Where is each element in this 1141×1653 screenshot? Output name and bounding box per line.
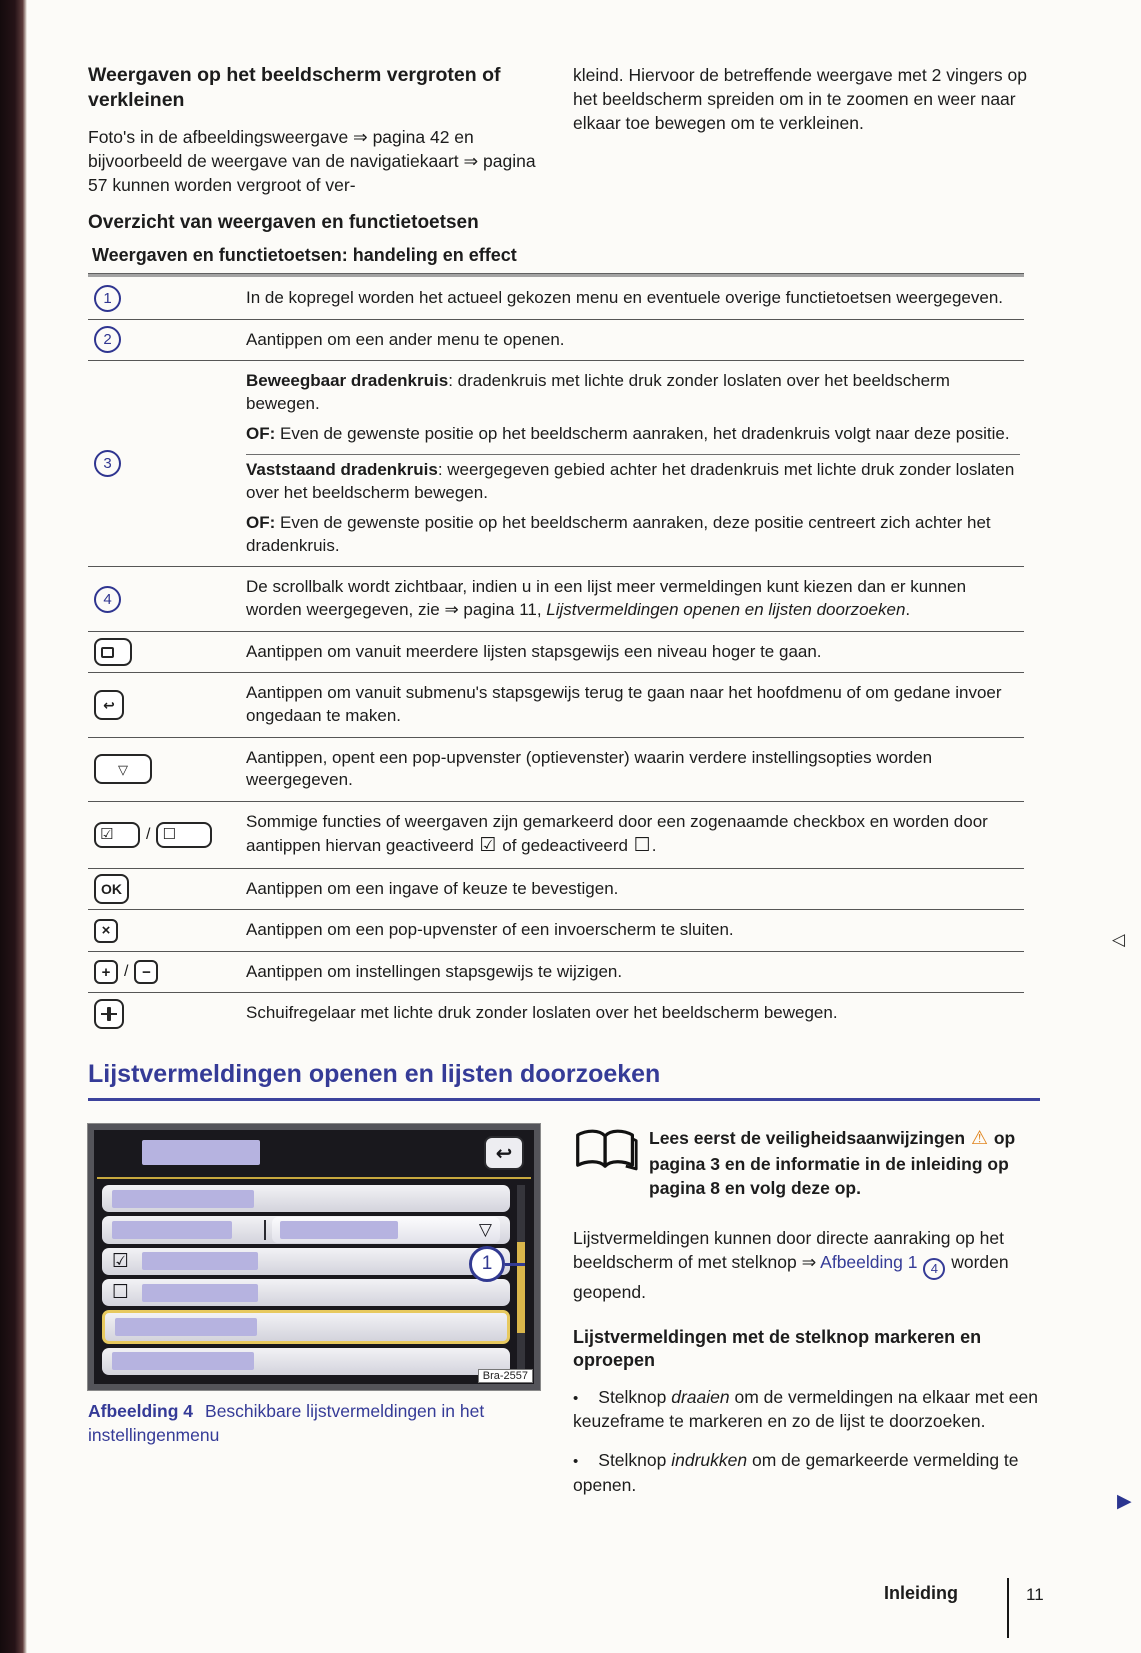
- table-row: [88, 802, 1024, 869]
- list-item: [102, 1248, 510, 1275]
- level-up-icon: [94, 638, 132, 666]
- callout-1: 1: [469, 1246, 525, 1282]
- safety-note: [573, 1126, 1041, 1201]
- overview-heading: Overzicht van weergaven en functietoetsen: [88, 212, 479, 233]
- callout-number-4: 4: [94, 586, 121, 613]
- table-row: [88, 361, 1024, 567]
- continuation-marker-right: ▶: [1117, 1491, 1132, 1512]
- dropdown-icon: ▽: [94, 754, 152, 784]
- screen-title-placeholder: [142, 1140, 260, 1165]
- page-title: Weergaven op het beeldscherm vergroten of verkleinen: [88, 64, 501, 112]
- figure-caption: [88, 1400, 570, 1447]
- text-placeholder: [112, 1221, 232, 1239]
- row-text: Sommige functies of weergaven zijn gemarkeerd door een zogenaamde checkbox en worden door aantippen hiervan geactiveerd ☑ of gedeactiveerd ☐.: [246, 811, 988, 857]
- row-text: Aantippen om instellingen stapsgewijs te wijzigen.: [246, 961, 623, 981]
- footer-divider: [1007, 1578, 1009, 1638]
- list-item: [102, 1185, 510, 1212]
- ok-key-icon: OK: [94, 874, 129, 904]
- checkbox-unchecked-icon: ☐: [112, 1282, 130, 1304]
- close-icon: ×: [94, 919, 118, 943]
- text-placeholder: [142, 1284, 258, 1302]
- intro-right-column: [573, 63, 1039, 135]
- row-text: OF: Even de gewenste positie op het beeldscherm aanraken, het dradenkruis volgt naar deze positie.: [246, 424, 1010, 444]
- slider-icon: [94, 999, 124, 1029]
- bullet-item: • Stelknop draaien om de vermeldingen na elkaar met een keuzeframe te markeren en zo de lijst te doorzoeken.: [573, 1386, 1038, 1432]
- row-sub-divider: [246, 454, 1020, 455]
- text-placeholder: [112, 1352, 254, 1370]
- list-item: [102, 1216, 510, 1243]
- table-row: [88, 567, 1024, 631]
- text-placeholder: [142, 1252, 258, 1270]
- table-row: [88, 278, 1024, 320]
- plus-icon: +: [94, 960, 118, 984]
- table-row: [88, 673, 1024, 737]
- list-item-selected: [102, 1310, 510, 1343]
- sub-heading: Lijstvermeldingen met de stelknop markeren en oproepen: [573, 1326, 982, 1371]
- checkbox-unchecked-icon: ☐: [156, 822, 212, 848]
- intro-left-text: Foto's in de afbeeldingsweergave ⇒ pagina 42 en bijvoorbeeld de weergave van de navigatiekaart ⇒ pagina 57 kunnen worden vergroot of ver-: [88, 126, 536, 195]
- row-text: In de kopregel worden het actueel gekozen menu en eventuele overige functietoetsen weergegeven.: [246, 288, 1004, 307]
- caption-text: Beschikbare lijstvermeldingen in het instellingenmenu: [88, 1401, 485, 1445]
- binding-edge: [0, 0, 27, 1653]
- page-number: 11: [1026, 1585, 1044, 1604]
- section-heading: Lijstvermeldingen openen en lijsten doorzoeken: [88, 1060, 1040, 1101]
- slash-separator: /: [146, 825, 151, 843]
- text-placeholder: [112, 1190, 254, 1208]
- row-text: OF: Even de gewenste positie op het beeldscherm aanraken, deze positie centreert zich achter het dradenkruis.: [246, 513, 991, 555]
- table-row: [88, 738, 1024, 802]
- table-row: [88, 869, 1024, 911]
- row-text: Aantippen om vanuit meerdere lijsten stapsgewijs een niveau hoger te gaan.: [246, 641, 822, 661]
- table-row: [88, 632, 1024, 674]
- header-divider-line: [97, 1177, 531, 1179]
- footer-section-label: Inleiding: [884, 1583, 958, 1603]
- checkbox-checked-icon: ☑: [94, 822, 140, 848]
- checkbox-checked-icon: ☑: [112, 1250, 130, 1272]
- back-icon: ↩: [94, 690, 124, 720]
- row-text: Aantippen om een ander menu te openen.: [246, 329, 565, 349]
- back-button-icon: ↩: [484, 1136, 524, 1170]
- figure-afbeelding-4: [88, 1124, 540, 1390]
- bullet-item: • Stelknop indrukken om de gemarkeerde vermelding te openen.: [573, 1450, 1019, 1496]
- table-row: [88, 993, 1024, 1034]
- function-keys-table: [88, 243, 1024, 1034]
- callout-number-1: 1: [94, 285, 121, 312]
- row-text: Aantippen, opent een pop-upvenster (optievenster) waarin verdere instellingsopties worden weergegeven.: [246, 747, 933, 790]
- table-row: [88, 952, 1024, 994]
- cursor-mark: [264, 1220, 266, 1240]
- row-text: Aantippen om een ingave of keuze te bevestigen.: [246, 878, 619, 898]
- table-row: [88, 910, 1024, 952]
- list-area: [102, 1185, 510, 1375]
- row-text: Beweegbaar dradenkruis: dradenkruis met lichte druk zonder loslaten over het beeldscherm bewegen.: [246, 371, 950, 413]
- minus-icon: −: [134, 960, 158, 984]
- note-text: Lees eerst de veiligheidsaanwijzingen ⚠ op pagina 3 en de informatie in de inleiding op pagina 8 en volg deze op.: [649, 1128, 1016, 1199]
- bottom-right-column: [573, 1126, 1041, 1512]
- dropdown-arrow-icon: ▽: [478, 1220, 492, 1240]
- table-header-rule: [88, 274, 1024, 277]
- text-placeholder: [280, 1221, 398, 1239]
- table-title: Weergaven en functietoetsen: handeling en effect: [88, 243, 1024, 274]
- dropdown-field: [272, 1217, 500, 1243]
- intro-right-text: kleind. Hiervoor de betreffende weergave met 2 vingers op het beeldscherm spreiden om in te zoomen en weer naar elkaar toe bewegen om te verkleinen.: [573, 65, 1027, 134]
- continuation-marker-left: ◁: [1112, 930, 1126, 949]
- row-text: Aantippen om een pop-upvenster of een invoerscherm te sluiten.: [246, 920, 734, 940]
- caption-label: Afbeelding 4: [88, 1401, 194, 1421]
- list-item: [102, 1348, 510, 1375]
- figure-id-label: Bra-2557: [478, 1369, 533, 1383]
- list-item: [102, 1279, 510, 1306]
- row-text: Schuifregelaar met lichte druk zonder loslaten over het beeldscherm bewegen.: [246, 1003, 838, 1023]
- paragraph: Lijstvermeldingen kunnen door directe aanraking op het beeldscherm of met stelknop ⇒ Afbeelding 1 4 worden geopend.: [573, 1227, 1009, 1302]
- open-book-icon: [573, 1127, 639, 1175]
- callout-number-3: 3: [94, 450, 121, 477]
- text-placeholder: [115, 1318, 257, 1336]
- table-row: [88, 320, 1024, 362]
- callout-number-2: 2: [94, 326, 121, 353]
- infotainment-screen: [94, 1130, 534, 1384]
- row-text: Aantippen om vanuit submenu's stapsgewijs terug te gaan naar het hoofdmenu of om gedane invoer ongedaan te maken.: [246, 683, 1002, 725]
- slash-separator: /: [124, 963, 129, 981]
- row-text: De scrollbalk wordt zichtbaar, indien u in een lijst meer vermeldingen kunt kiezen dan er kunnen worden weergegeven, zie ⇒ pagina 11, Lijstvermeldingen openen en lijsten doorzoeken.: [246, 577, 967, 620]
- row-text: Vaststaand dradenkruis: weergegeven gebied achter het dradenkruis met lichte druk zonder loslaten over het beeldscherm bewegen.: [246, 460, 1015, 502]
- intro-left-column: [88, 63, 546, 197]
